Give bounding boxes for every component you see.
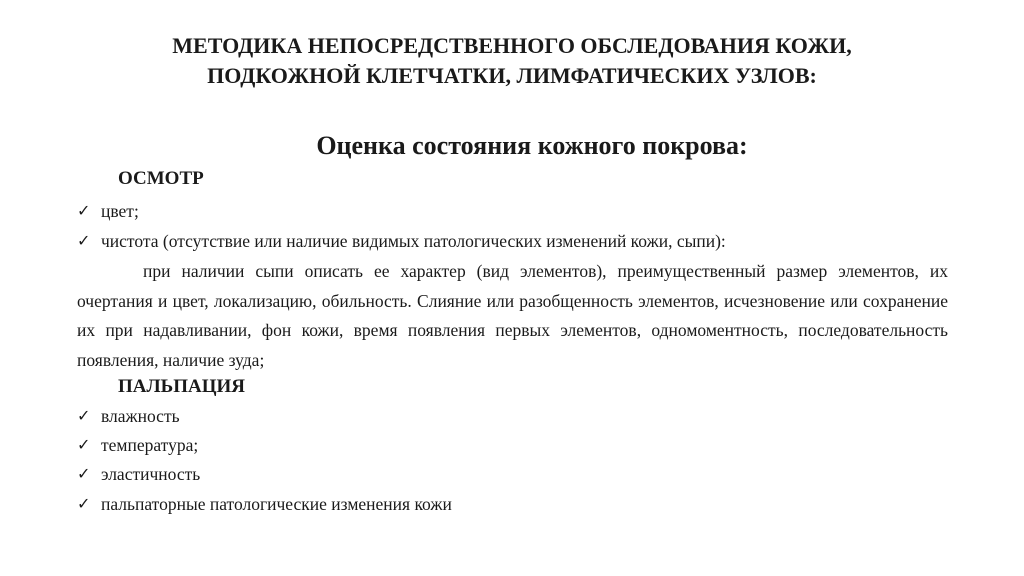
checkmark-icon: ✓ [77, 464, 91, 483]
list-item [77, 229, 726, 253]
title-line-2: ПОДКОЖНОЙ КЛЕТЧАТКИ, ЛИМФАТИЧЕСКИХ УЗЛОВ: [207, 63, 817, 88]
slide-title [0, 31, 1024, 91]
list-item [77, 492, 452, 516]
list-item-text: температура; [101, 435, 199, 455]
checkmark-icon: ✓ [77, 231, 91, 250]
title-line-1: МЕТОДИКА НЕПОСРЕДСТВЕННОГО ОБСЛЕДОВАНИЯ КОЖИ, [172, 33, 852, 58]
rash-description-paragraph: при наличии сыпи описать ее характер (вид элементов), преимущественный размер элементов, их очертания и цвет, локализацию, обильность. Слияние или разобщенность элементов, исчезновение или сохранение их при надавливании, фон кожи, время появления первых элементов, одномоментность, последовательность появления, наличие зуда; [77, 261, 948, 370]
checkmark-icon: ✓ [77, 494, 91, 513]
list-item-text: цвет; [101, 201, 139, 221]
list-item-text: пальпаторные патологические изменения кожи [101, 494, 452, 514]
list-item [77, 199, 139, 223]
list-item-text: эластичность [101, 464, 201, 484]
list-item-text: влажность [101, 406, 180, 426]
section-subtitle: Оценка состояния кожного покрова: [316, 131, 748, 160]
checkmark-icon: ✓ [77, 406, 91, 425]
list-item [77, 433, 198, 457]
list-item-text: чистота (отсутствие или наличие видимых патологических изменений кожи, сыпи): [101, 231, 726, 251]
inspection-heading: ОСМОТР [118, 168, 204, 189]
palpation-heading: ПАЛЬПАЦИЯ [118, 376, 245, 397]
checkmark-icon: ✓ [77, 201, 91, 220]
checkmark-icon: ✓ [77, 435, 91, 454]
list-item [77, 462, 200, 486]
list-item [77, 404, 180, 428]
